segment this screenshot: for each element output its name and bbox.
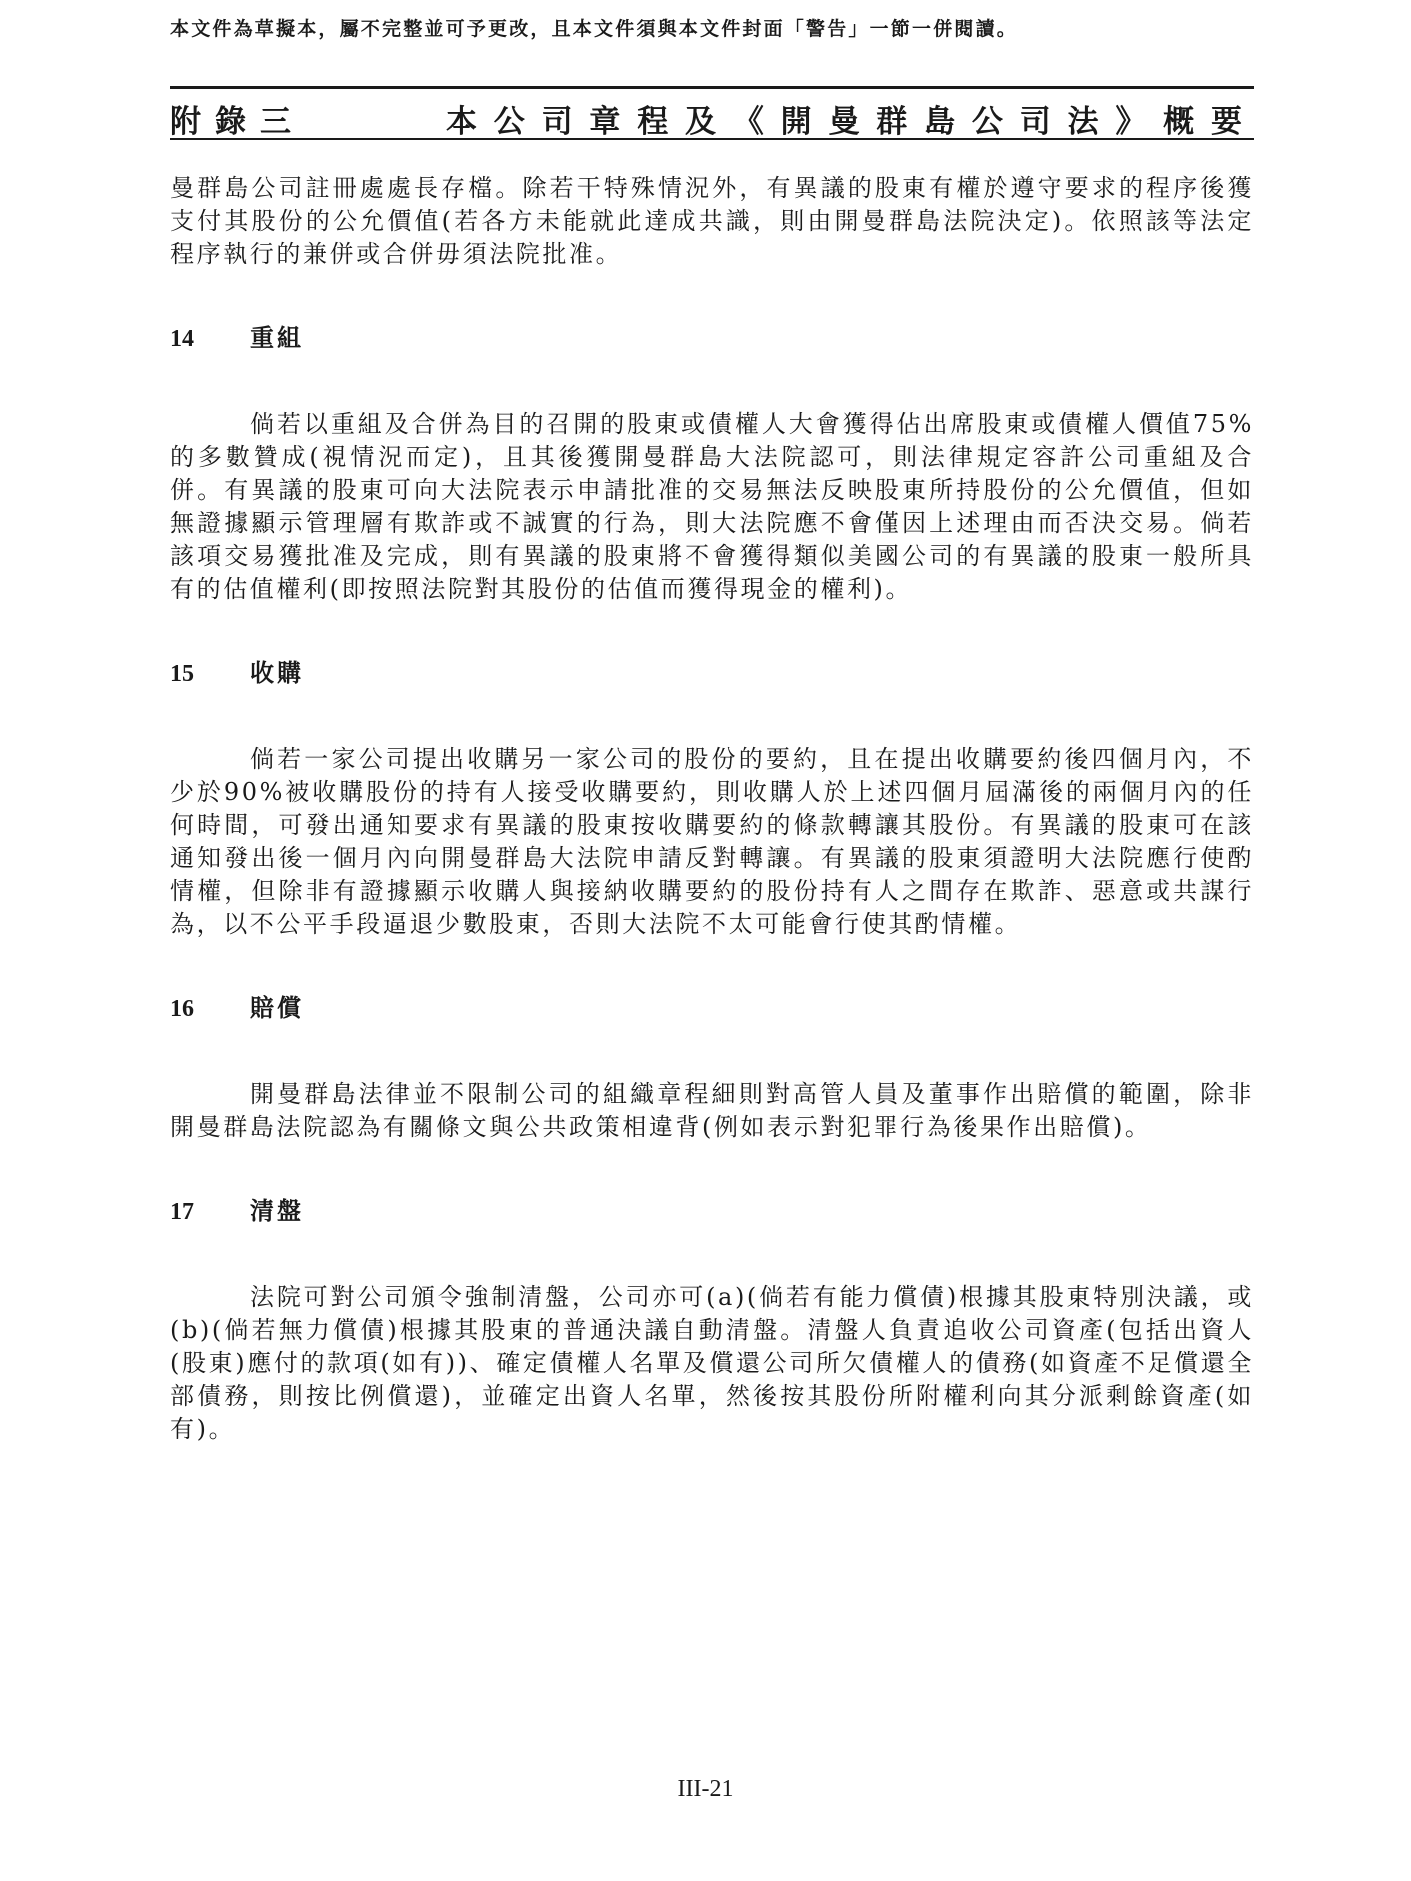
section-heading xyxy=(170,1194,1254,1229)
section-title: 賠償 xyxy=(250,993,304,1022)
section-title: 清盤 xyxy=(250,1196,304,1225)
section-heading xyxy=(170,656,1254,691)
continued-paragraph: 曼群島公司註冊處處長存檔。除若干特殊情況外，有異議的股東有權於遵守要求的程序後獲支付其股份的公允價值(若各方未能就此達成共識，則由開曼群島法院決定)。依照該等法定程序執行的兼併或合併毋須法院批准。 xyxy=(170,174,1254,268)
section-number: 17 xyxy=(170,1199,194,1225)
section-14 xyxy=(170,321,1254,606)
document-body xyxy=(170,172,1254,1446)
header-bottom-rule xyxy=(170,138,1254,140)
section-title: 重組 xyxy=(250,323,304,352)
section-number: 16 xyxy=(170,996,194,1022)
section-paragraph: 開曼群島法律並不限制公司的組織章程細則對高管人員及董事作出賠償的範圍，除非開曼群島法院認為有關條文與公共政策相違背(例如表示對犯罪行為後果作出賠償)。 xyxy=(170,1080,1254,1141)
section-15 xyxy=(170,656,1254,941)
appendix-label: 附錄三 xyxy=(170,104,305,140)
section-16 xyxy=(170,991,1254,1144)
section-paragraph: 倘若一家公司提出收購另一家公司的股份的要約，且在提出收購要約後四個月內，不少於90%被收購股份的持有人接受收購要約，則收購人於上述四個月屆滿後的兩個月內的任何時間，可發出通知要求有異議的股東按收購要約的條款轉讓其股份。有異議的股東可在該通知發出後一個月內向開曼群島大法院申請反對轉讓。有異議的股東須證明大法院應行使酌情權，但除非有證據顯示收購人與接納收購要約的股份持有人之間存在欺詐、惡意或共謀行為，以不公平手段逼退少數股東，否則大法院不太可能會行使其酌情權。 xyxy=(170,745,1254,938)
appendix-title: 本公司章程及《開曼群島公司法》概要 xyxy=(446,104,1254,140)
page-number: III-21 xyxy=(677,1776,734,1802)
section-paragraph: 法院可對公司頒令強制清盤，公司亦可(a)(倘若有能力償債)根據其股東特別決議，或(b)(倘若無力償債)根據其股東的普通決議自動清盤。清盤人負責追收公司資產(包括出資人(股東)應付的款項(如有))、確定債權人名單及償還公司所欠債權人的債務(如資產不足償還全部債務，則按比例償還)，並確定出資人名單，然後按其股份所附權利向其分派剩餘資產(如有)。 xyxy=(170,1283,1254,1443)
section-heading xyxy=(170,321,1254,356)
section-title: 收購 xyxy=(250,658,304,687)
header-top-rule xyxy=(170,86,1254,89)
section-number: 14 xyxy=(170,326,194,352)
draft-warning-banner: 本文件為草擬本，屬不完整並可予更改，且本文件須與本文件封面「警告」一節一併閱讀。 xyxy=(170,18,1019,40)
section-number: 15 xyxy=(170,661,194,687)
section-heading xyxy=(170,991,1254,1026)
section-paragraph: 倘若以重組及合併為目的召開的股東或債權人大會獲得佔出席股東或債權人價值75%的多數贊成(視情況而定)，且其後獲開曼群島大法院認可，則法律規定容許公司重組及合併。有異議的股東可向大法院表示申請批准的交易無法反映股東所持股份的公允價值，但如無證據顯示管理層有欺詐或不誠實的行為，則大法院應不會僅因上述理由而否決交易。倘若該項交易獲批准及完成，則有異議的股東將不會獲得類似美國公司的有異議的股東一般所具有的估值權利(即按照法院對其股份的估值而獲得現金的權利)。 xyxy=(170,410,1254,603)
section-17 xyxy=(170,1194,1254,1446)
